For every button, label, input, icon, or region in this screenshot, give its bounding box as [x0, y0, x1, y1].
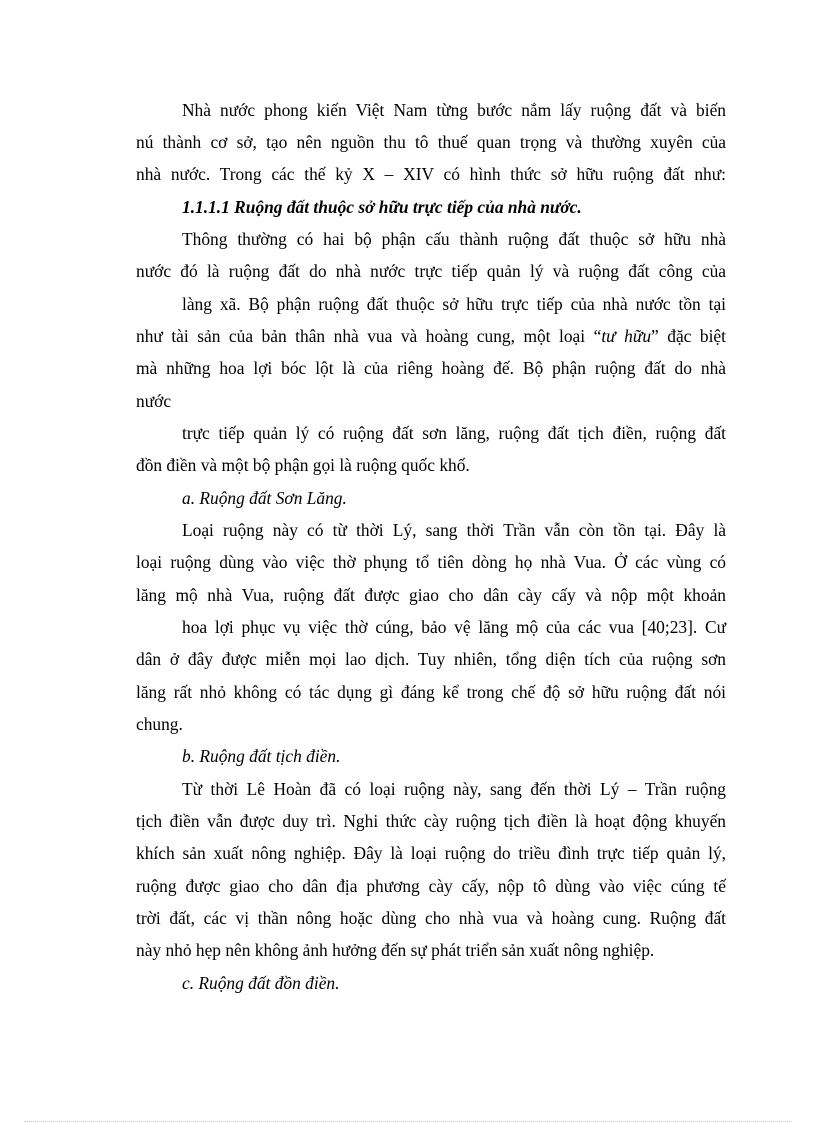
paragraph-line: đồn điền và một bộ phận gọi là ruộng quốc khố.: [136, 455, 470, 475]
paragraph-line: lăng rất nhỏ không có tác dụng gì đáng kể trong chế độ sở hữu ruộng đất nói: [136, 682, 726, 702]
paragraph-line: Nhà nước phong kiến Việt Nam từng bước nắm lấy ruộng đất và biến: [182, 100, 726, 120]
page-bottom-divider: [24, 1121, 792, 1122]
paragraph-line: lăng mộ nhà Vua, ruộng đất được giao cho dân cày cấy và nộp một khoản: [136, 585, 726, 605]
paragraph-line: hoa lợi phục vụ việc thờ cúng, bảo vệ lăng mộ của các vua [40;23]. Cư: [182, 617, 726, 637]
paragraph-line: như tài sản của bản thân nhà vua và hoàng cung, một loại “tư hữu” đặc biệt: [136, 326, 726, 346]
paragraph-line: nước đó là ruộng đất do nhà nước trực tiếp quản lý và ruộng đất công của: [136, 261, 726, 281]
paragraph-line: khích sản xuất nông nghiệp. Đây là loại ruộng do triều đình trực tiếp quản lý,: [136, 843, 726, 863]
paragraph-line: chung.: [136, 714, 183, 734]
paragraph-line: Từ thời Lê Hoàn đã có loại ruộng này, sang đến thời Lý – Trần ruộng: [182, 779, 726, 799]
paragraph-line: ruộng được giao cho dân địa phương cày cấy, nộp tô dùng vào việc cúng tế: [136, 876, 726, 896]
paragraph-line: trực tiếp quản lý có ruộng đất sơn lăng, ruộng đất tịch điền, ruộng đất: [182, 423, 726, 443]
paragraph-line: Loại ruộng này có từ thời Lý, sang thời Trần vẫn còn tồn tại. Đây là: [182, 520, 726, 540]
subsection-heading: c. Ruộng đất đồn điền.: [182, 973, 340, 993]
paragraph-line: tịch điền vẫn được duy trì. Nghi thức cày ruộng tịch điền là hoạt động khuyến: [136, 811, 726, 831]
paragraph-line: này nhỏ hẹp nên không ảnh hưởng đến sự phát triển sản xuất nông nghiệp.: [136, 940, 655, 960]
section-heading: 1.1.1.1 Ruộng đất thuộc sở hữu trực tiếp của nhà nước.: [182, 197, 582, 217]
paragraph-line: nú thành cơ sở, tạo nên nguồn thu tô thuế quan trọng và thường xuyên của: [136, 132, 726, 152]
paragraph-line: mà những hoa lợi bóc lột là của riêng hoàng đế. Bộ phận ruộng đất do nhà: [136, 358, 726, 378]
emphasis-text: tư hữu: [601, 326, 652, 346]
paragraph-line: nhà nước. Trong các thế kỷ X – XIV có hình thức sở hữu ruộng đất như:: [136, 164, 726, 184]
paragraph-line: Thông thường có hai bộ phận cấu thành ruộng đất thuộc sở hữu nhà: [182, 229, 726, 249]
subsection-heading: b. Ruộng đất tịch điền.: [182, 746, 341, 766]
paragraph-line: nước: [136, 391, 172, 411]
subsection-heading: a. Ruộng đất Sơn Lăng.: [182, 488, 347, 508]
paragraph-line: loại ruộng dùng vào việc thờ phụng tổ tiên dòng họ nhà Vua. Ở các vùng có: [136, 552, 726, 572]
paragraph-line: dân ở đây được miễn mọi lao dịch. Tuy nhiên, tổng diện tích của ruộng sơn: [136, 649, 726, 669]
paragraph-line: trời đất, các vị thần nông hoặc dùng cho nhà vua và hoàng cung. Ruộng đất: [136, 908, 726, 928]
paragraph-line: làng xã. Bộ phận ruộng đất thuộc sở hữu trực tiếp của nhà nước tồn tại: [182, 294, 726, 314]
